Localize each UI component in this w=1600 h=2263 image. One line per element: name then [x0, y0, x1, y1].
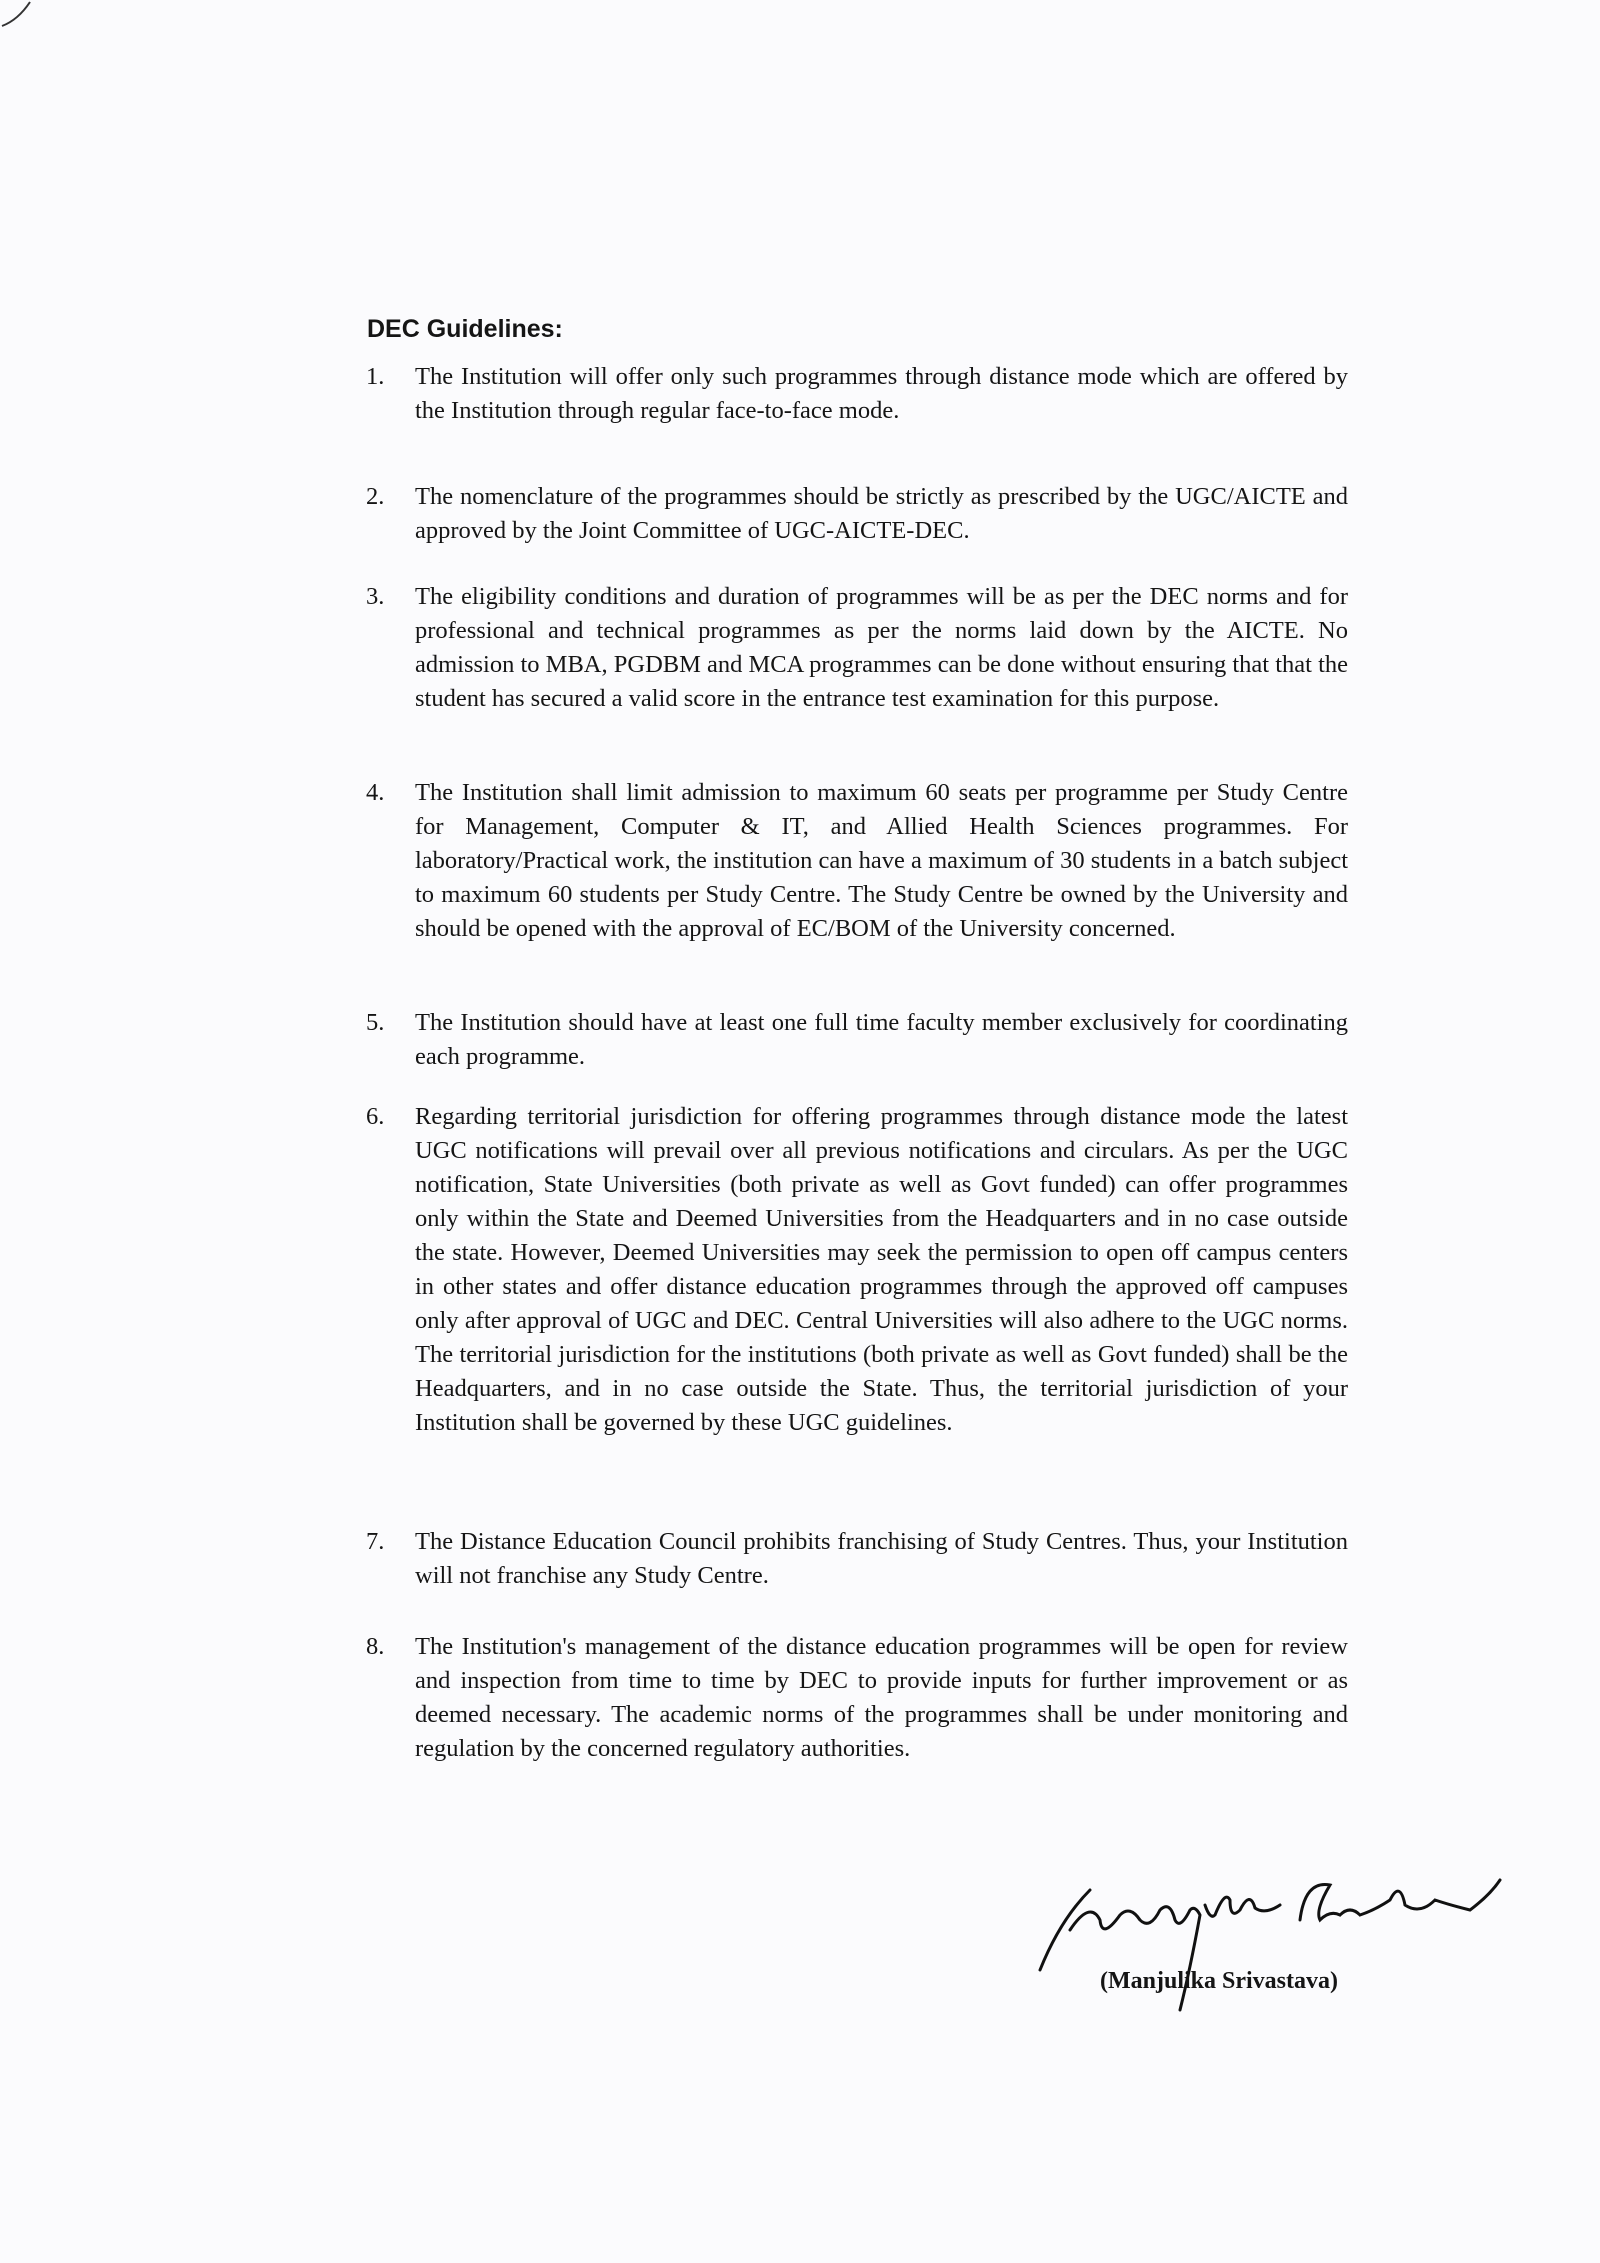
item-number: 1. — [366, 363, 385, 390]
list-item — [366, 480, 1348, 548]
scan-mark — [0, 0, 40, 30]
item-number: 4. — [366, 779, 385, 806]
list-item — [366, 1100, 1348, 1440]
item-text: Regarding territorial jurisdiction for offering programmes through distance mode the latest UGC notifications will prevail over all previous notifications and circulars. As per the UGC notification, State Universities (both private as well as Govt funded) can offer programmes only within the State and Deemed Universities from the Headquarters and in no case outside the state. However, Deemed Universities may seek the permission to open off campus centers in other states and offer distance education programmes through the approved off campuses only after approval of UGC and DEC. Central Universities will also adhere to the UGC norms. The territorial jurisdiction for the institutions (both private as well as Govt funded) shall be the Headquarters, and in no case outside the State. Thus, the territorial jurisdiction of your Institution shall be governed by these UGC guidelines. — [415, 1103, 1348, 1436]
handwritten-signature — [1030, 1860, 1530, 2020]
item-text: The Distance Education Council prohibits franchising of Study Centres. Thus, your Institution will not franchise any Study Centre. — [415, 1528, 1348, 1589]
item-text: The Institution will offer only such programmes through distance mode which are offered by the Institution through regular face-to-face mode. — [415, 363, 1348, 424]
item-number: 6. — [366, 1103, 385, 1130]
list-item — [366, 776, 1348, 946]
list-item — [366, 1630, 1348, 1766]
item-text: The eligibility conditions and duration of programmes will be as per the DEC norms and for professional and technical programmes as per the norms laid down by the AICTE. No admission to MBA, PGDBM and MCA programmes can be done without ensuring that that the student has secured a valid score in the entrance test examination for this purpose. — [415, 583, 1348, 712]
item-text: The Institution shall limit admission to maximum 60 seats per programme per Study Centre for Management, Computer & IT, and Allied Health Sciences programmes. For laboratory/Practical work, the institution can have a maximum of 30 students in a batch subject to maximum 60 students per Study Centre. The Study Centre be owned by the University and should be opened with the approval of EC/BOM of the University concerned. — [415, 779, 1348, 942]
item-text: The Institution should have at least one full time faculty member exclusively for coordinating each programme. — [415, 1009, 1348, 1070]
item-number: 8. — [366, 1633, 385, 1660]
item-number: 5. — [366, 1009, 385, 1036]
item-number: 7. — [366, 1528, 385, 1555]
list-item — [366, 360, 1348, 428]
signatory-name: (Manjulika Srivastava) — [1100, 1968, 1339, 1994]
item-number: 2. — [366, 483, 385, 510]
list-item — [366, 1006, 1348, 1074]
item-number: 3. — [366, 583, 385, 610]
item-text: The Institution's management of the distance education programmes will be open for review and inspection from time to time by DEC to provide inputs for further improvement or as deemed necessary. The academic norms of the programmes shall be under monitoring and regulation by the concerned regulatory authorities. — [415, 1633, 1348, 1762]
list-item — [366, 580, 1348, 716]
page-title: DEC Guidelines: — [367, 315, 563, 343]
item-text: The nomenclature of the programmes should be strictly as prescribed by the UGC/AICTE and approved by the Joint Committee of UGC-AICTE-DEC. — [415, 483, 1348, 544]
list-item — [366, 1525, 1348, 1593]
